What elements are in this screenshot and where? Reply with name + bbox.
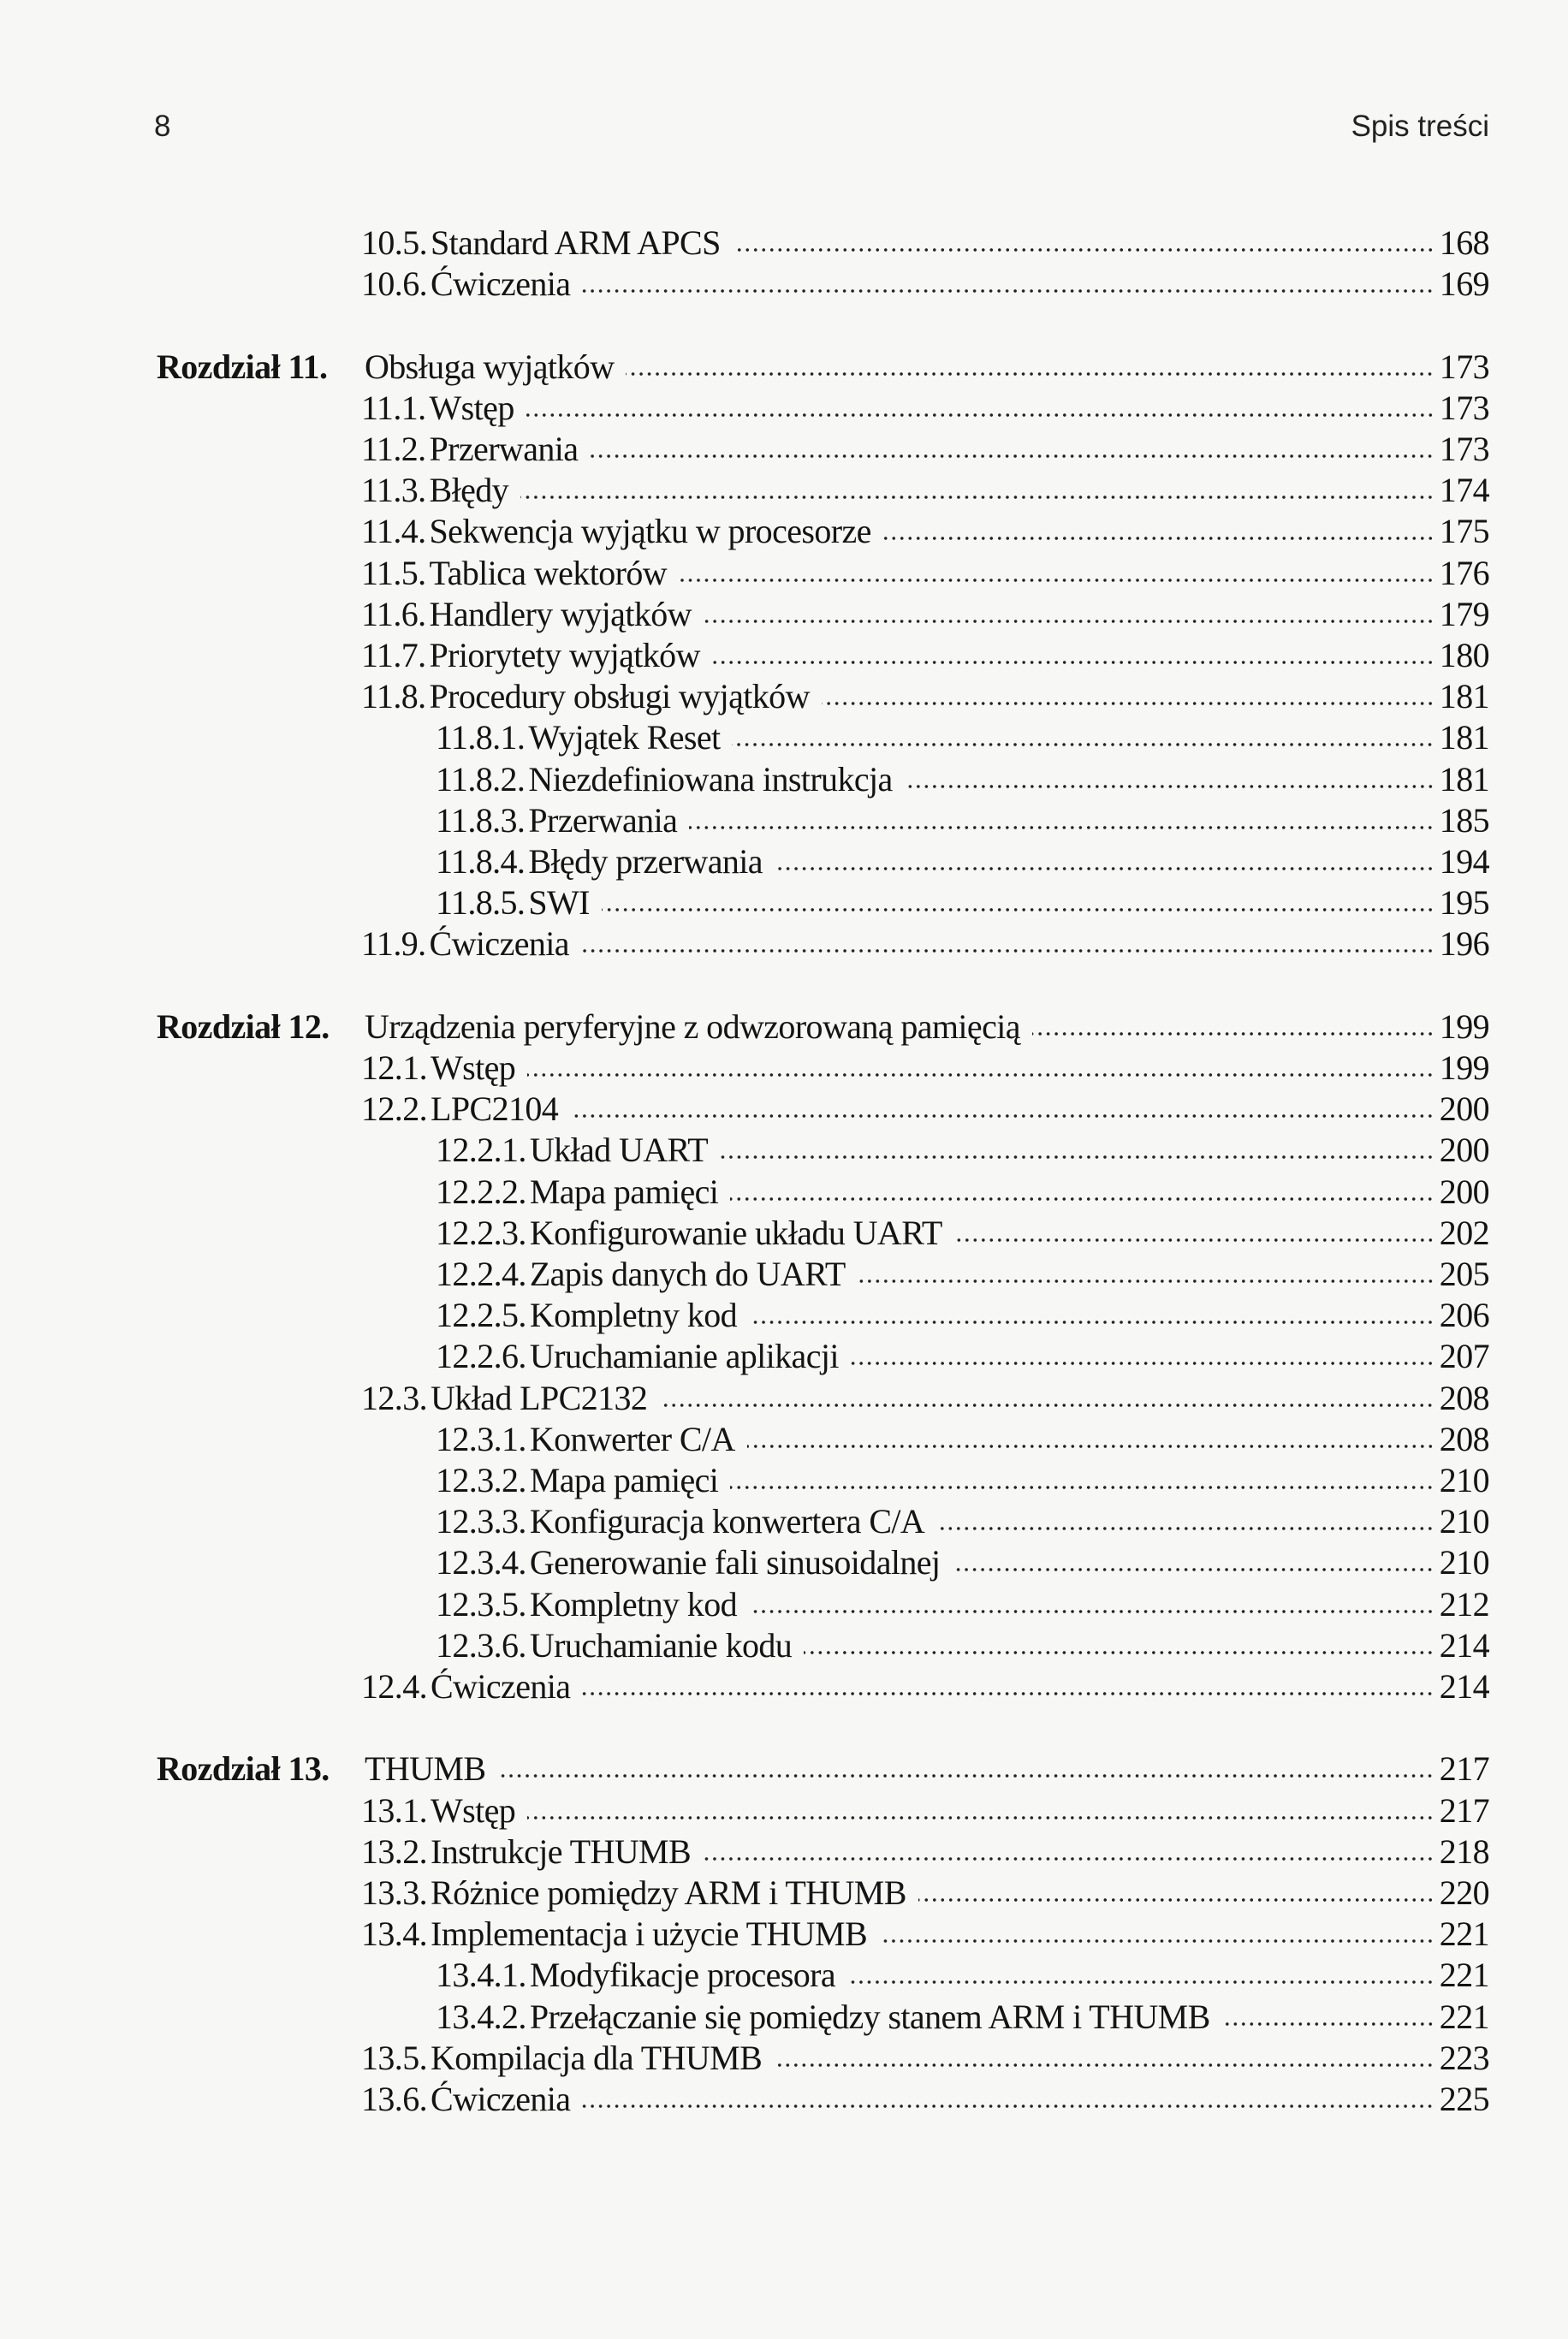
dot-leader	[918, 1896, 1434, 1904]
page-ref: 212	[1439, 1584, 1489, 1624]
page-ref: 200	[1439, 1172, 1489, 1211]
subsection-entry	[0, 1997, 1568, 2038]
entry-body	[361, 1666, 1489, 1707]
page-ref: 199	[1439, 1006, 1489, 1046]
page-ref: 173	[1439, 388, 1489, 427]
chapter-label: Rozdział 11.	[157, 347, 328, 386]
entry-title: Obsługa wyjątków	[365, 347, 615, 386]
entry-body	[436, 1172, 1489, 1213]
section-number: 11.5.	[361, 553, 426, 592]
section-entry	[0, 470, 1568, 511]
dot-leader	[570, 1112, 1434, 1120]
dot-leader	[822, 699, 1434, 708]
entry-title: Instrukcje THUMB	[431, 1831, 692, 1871]
subsection-entry	[0, 1254, 1568, 1295]
chapter-entry	[0, 1006, 1568, 1048]
page-ref: 221	[1439, 1915, 1489, 1954]
entry-body	[436, 1997, 1489, 2038]
dot-leader	[749, 1607, 1434, 1616]
section-number: 13.2.	[361, 1831, 428, 1871]
entry-body	[436, 1955, 1489, 1996]
dot-leader	[804, 1648, 1434, 1657]
subsection-entry	[0, 800, 1568, 841]
entry-body	[436, 1336, 1489, 1377]
entry-title: Ćwiczenia	[431, 264, 571, 304]
entry-body	[361, 470, 1489, 511]
dot-leader	[582, 2102, 1434, 2110]
section-number: 12.3.2.	[436, 1461, 526, 1499]
entry-body	[436, 759, 1489, 800]
page-ref: 181	[1439, 718, 1489, 757]
page-ref: 220	[1439, 1873, 1489, 1912]
section-number: 12.2.6.	[436, 1337, 526, 1376]
page-ref: 225	[1439, 2080, 1489, 2118]
subsection-entry	[0, 1172, 1568, 1213]
section-number: 12.3.1.	[436, 1419, 526, 1458]
dot-leader	[590, 452, 1434, 460]
page-ref: 176	[1439, 553, 1489, 592]
entry-body	[361, 264, 1489, 305]
page-ref: 168	[1439, 223, 1489, 262]
entry-title: Wyjątek Reset	[528, 718, 721, 757]
section-number: 11.8.	[361, 677, 426, 716]
entry-body	[436, 1584, 1489, 1625]
page-ref: 174	[1439, 471, 1489, 510]
entry-body	[361, 635, 1489, 676]
page-ref: 214	[1439, 1667, 1489, 1706]
entry-title: Kompletny kod	[529, 1584, 737, 1624]
entry-title: Błędy przerwania	[528, 842, 763, 881]
entry-title: Sekwencja wyjątku w procesorze	[429, 512, 871, 551]
dot-leader	[659, 1401, 1434, 1410]
entry-title: Kompletny kod	[529, 1296, 737, 1335]
section-number: 13.4.	[361, 1915, 428, 1954]
dot-leader	[1222, 2020, 1434, 2028]
entry-body	[361, 347, 1489, 388]
entry-body	[361, 388, 1489, 429]
page-ref: 169	[1439, 264, 1489, 304]
dot-leader	[733, 246, 1434, 254]
section-number: 11.2.	[361, 430, 426, 468]
entry-title: Wstęp	[431, 1790, 516, 1830]
section-entry	[0, 923, 1568, 965]
entry-body	[436, 1295, 1489, 1336]
page-ref: 175	[1439, 512, 1489, 551]
entry-body	[436, 1213, 1489, 1254]
section-number: 12.2.4.	[436, 1255, 526, 1293]
entry-title: Implementacja i użycie THUMB	[431, 1915, 868, 1954]
section-number: 11.9.	[361, 924, 426, 964]
section-number: 13.1.	[361, 1790, 428, 1830]
entry-title: Przełączanie się pomiędzy stanem ARM i THUMB	[529, 1997, 1210, 2036]
section-entry	[0, 1666, 1568, 1707]
entry-body	[436, 1130, 1489, 1171]
page-ref: 217	[1439, 1790, 1489, 1830]
dot-leader	[847, 1978, 1434, 1986]
section-number: 12.3.	[361, 1378, 428, 1417]
page-ref: 195	[1439, 883, 1489, 923]
entry-body	[361, 594, 1489, 635]
dot-leader	[747, 1442, 1434, 1451]
section-entry	[0, 1048, 1568, 1089]
section-entry	[0, 429, 1568, 470]
page-ref: 173	[1439, 347, 1489, 386]
dot-leader	[602, 905, 1434, 914]
dot-leader	[879, 1937, 1434, 1945]
page-ref: 200	[1439, 1089, 1489, 1129]
section-entry	[0, 1873, 1568, 1914]
dot-leader	[936, 1524, 1434, 1533]
entry-title: Konfiguracja konwertera C/A	[529, 1502, 925, 1541]
section-entry	[0, 2079, 1568, 2120]
dot-leader	[626, 370, 1434, 378]
page-ref: 223	[1439, 2038, 1489, 2077]
section-entry	[0, 1831, 1568, 1873]
entry-title: Konwerter C/A	[529, 1419, 735, 1458]
section-entry	[0, 2038, 1568, 2079]
section-entry	[0, 1914, 1568, 1955]
entry-title: Standard ARM APCS	[431, 223, 721, 262]
subsection-entry	[0, 1584, 1568, 1625]
page-ref: 179	[1439, 594, 1489, 633]
dot-leader	[905, 782, 1434, 791]
entry-title: Priorytety wyjątków	[429, 636, 700, 674]
entry-body	[361, 1831, 1489, 1873]
section-number: 11.6.	[361, 594, 426, 633]
subsection-entry	[0, 1501, 1568, 1542]
entry-body	[361, 676, 1489, 717]
section-entry	[0, 594, 1568, 635]
dot-leader	[1032, 1030, 1434, 1038]
dot-leader	[497, 1772, 1434, 1780]
entry-title: Wstęp	[429, 388, 514, 427]
subsection-entry	[0, 1130, 1568, 1171]
section-entry	[0, 1089, 1568, 1130]
section-number: 11.8.2.	[436, 759, 526, 798]
dot-leader	[954, 1236, 1434, 1244]
page-ref: 185	[1439, 800, 1489, 840]
page-ref: 221	[1439, 1997, 1489, 2036]
dot-leader	[703, 1855, 1434, 1863]
section-number: 11.8.1.	[436, 718, 526, 757]
section-number: 11.8.4.	[436, 842, 526, 881]
page-ref: 208	[1439, 1419, 1489, 1458]
dot-leader	[952, 1565, 1434, 1574]
section-number: 11.4.	[361, 512, 426, 551]
chapter-label: Rozdział 12.	[157, 1006, 330, 1046]
dot-leader	[732, 740, 1434, 749]
entry-body	[361, 1748, 1489, 1790]
dot-leader	[520, 493, 1434, 502]
dot-leader	[774, 2061, 1434, 2069]
entry-title: Przerwania	[528, 800, 678, 840]
section-number: 12.1.	[361, 1048, 428, 1087]
entry-body	[436, 1419, 1489, 1460]
entry-title: Procedury obsługi wyjątków	[429, 677, 810, 716]
entry-body	[361, 923, 1489, 965]
section-number: 11.7.	[361, 636, 426, 674]
entry-body	[361, 2038, 1489, 2079]
section-number: 13.6.	[361, 2080, 428, 2118]
page-ref: 221	[1439, 1956, 1489, 1995]
subsection-entry	[0, 1460, 1568, 1501]
subsection-entry	[0, 759, 1568, 800]
entry-body	[436, 1460, 1489, 1501]
page-ref: 205	[1439, 1255, 1489, 1293]
entry-body	[436, 1625, 1489, 1666]
page-ref: 208	[1439, 1378, 1489, 1417]
section-number: 13.5.	[361, 2038, 428, 2077]
entry-title: Różnice pomiędzy ARM i THUMB	[431, 1873, 906, 1912]
entry-body	[361, 1089, 1489, 1130]
page-ref: 194	[1439, 842, 1489, 881]
entry-title: THUMB	[365, 1749, 486, 1789]
entry-body	[361, 1006, 1489, 1048]
entry-title: Konfigurowanie układu UART	[529, 1213, 942, 1252]
page-ref: 202	[1439, 1213, 1489, 1252]
page-ref: 218	[1439, 1831, 1489, 1871]
entry-body	[361, 511, 1489, 552]
page-ref: 181	[1439, 759, 1489, 798]
section-number: 12.2.5.	[436, 1296, 526, 1335]
section-number: 12.3.3.	[436, 1502, 526, 1541]
entry-title: Przerwania	[429, 430, 579, 468]
entry-body	[361, 2079, 1489, 2120]
subsection-entry	[0, 1336, 1568, 1377]
dot-leader	[582, 287, 1434, 295]
entry-body	[361, 1048, 1489, 1089]
page-ref: 180	[1439, 636, 1489, 674]
section-entry	[0, 264, 1568, 305]
section-number: 13.4.2.	[436, 1997, 526, 2036]
page-ref: 200	[1439, 1131, 1489, 1170]
entry-body	[436, 882, 1489, 923]
entry-body	[361, 429, 1489, 470]
dot-leader	[527, 1071, 1434, 1079]
section-number: 12.2.1.	[436, 1131, 526, 1170]
entry-title: Niezdefiniowana instrukcja	[528, 759, 893, 798]
subsection-entry	[0, 1625, 1568, 1666]
dot-leader	[526, 411, 1434, 419]
entry-title: Ćwiczenia	[431, 1667, 571, 1706]
section-entry	[0, 635, 1568, 676]
section-number: 10.6.	[361, 264, 428, 304]
entry-title: Handlery wyjątków	[429, 594, 692, 633]
entry-body	[361, 1914, 1489, 1955]
entry-body	[436, 1254, 1489, 1295]
entry-body	[361, 1378, 1489, 1419]
entry-body	[436, 1501, 1489, 1542]
page-ref: 210	[1439, 1543, 1489, 1582]
section-number: 12.4.	[361, 1667, 428, 1706]
section-number: 13.3.	[361, 1873, 428, 1912]
page-ref: 207	[1439, 1337, 1489, 1376]
entry-title: Mapa pamięci	[529, 1172, 719, 1211]
section-entry	[0, 1378, 1568, 1419]
page-ref: 217	[1439, 1749, 1489, 1789]
section-number: 12.3.5.	[436, 1584, 526, 1624]
dot-leader	[527, 1814, 1434, 1822]
entry-body	[436, 1542, 1489, 1583]
dot-leader	[883, 534, 1434, 543]
section-entry	[0, 388, 1568, 429]
subsection-entry	[0, 717, 1568, 758]
entry-title: SWI	[528, 883, 590, 923]
page-ref: 181	[1439, 677, 1489, 716]
dot-leader	[582, 1689, 1434, 1698]
subsection-entry	[0, 1419, 1568, 1460]
dot-leader	[581, 947, 1434, 955]
entry-title: Ćwiczenia	[429, 924, 569, 964]
page-ref: 210	[1439, 1461, 1489, 1499]
entry-title: Kompilacja dla THUMB	[431, 2038, 763, 2077]
entry-body	[436, 841, 1489, 882]
dot-leader	[851, 1359, 1434, 1368]
running-title: Spis treści	[1351, 110, 1489, 143]
dot-leader	[858, 1277, 1434, 1285]
entry-title: Mapa pamięci	[529, 1461, 719, 1499]
section-number: 12.2.3.	[436, 1213, 526, 1252]
section-entry	[0, 553, 1568, 594]
entry-title: Modyfikacje procesora	[529, 1956, 836, 1995]
section-number: 12.3.6.	[436, 1625, 526, 1665]
section-entry	[0, 1790, 1568, 1831]
section-number: 11.8.5.	[436, 883, 526, 923]
section-number: 11.8.3.	[436, 800, 526, 840]
section-number: 12.3.4.	[436, 1543, 526, 1582]
subsection-entry	[0, 882, 1568, 923]
page-ref: 214	[1439, 1625, 1489, 1665]
entry-body	[361, 1873, 1489, 1914]
entry-title: Urządzenia peryferyjne z odwzorowaną pamięcią	[365, 1006, 1020, 1046]
entry-body	[361, 553, 1489, 594]
dot-leader	[730, 1483, 1434, 1492]
subsection-entry	[0, 1295, 1568, 1336]
page-ref: 210	[1439, 1502, 1489, 1541]
section-number: 12.2.	[361, 1089, 428, 1129]
entry-body	[436, 717, 1489, 758]
subsection-entry	[0, 841, 1568, 882]
entry-body	[436, 800, 1489, 841]
dot-leader	[720, 1153, 1434, 1161]
entry-title: Uruchamianie kodu	[529, 1625, 793, 1665]
dot-leader	[679, 576, 1434, 585]
entry-title: Tablica wektorów	[429, 553, 668, 592]
dot-leader	[730, 1195, 1434, 1203]
page-ref: 206	[1439, 1296, 1489, 1335]
section-entry	[0, 676, 1568, 717]
dot-leader	[689, 823, 1434, 832]
page-ref: 199	[1439, 1048, 1489, 1087]
subsection-entry	[0, 1542, 1568, 1583]
dot-leader	[704, 617, 1434, 626]
chapter-label: Rozdział 13.	[157, 1749, 330, 1789]
section-number: 13.4.1.	[436, 1956, 526, 1995]
entry-title: Generowanie fali sinusoidalnej	[529, 1543, 941, 1582]
section-number: 11.3.	[361, 471, 426, 510]
page-ref: 173	[1439, 430, 1489, 468]
entry-title: Układ LPC2132	[431, 1378, 648, 1417]
subsection-entry	[0, 1955, 1568, 1996]
section-number: 11.1.	[361, 388, 426, 427]
entry-title: Ćwiczenia	[431, 2080, 571, 2118]
section-entry	[0, 511, 1568, 552]
section-number: 12.2.2.	[436, 1172, 526, 1211]
subsection-entry	[0, 1213, 1568, 1254]
entry-title: Układ UART	[529, 1131, 709, 1170]
section-entry	[0, 223, 1568, 264]
chapter-entry	[0, 1748, 1568, 1790]
section-number: 10.5.	[361, 223, 428, 262]
entry-title: Wstęp	[431, 1048, 516, 1087]
dot-leader	[775, 864, 1434, 873]
entry-title: LPC2104	[431, 1089, 559, 1129]
entry-title: Uruchamianie aplikacji	[529, 1337, 839, 1376]
dot-leader	[712, 658, 1434, 667]
entry-body	[361, 1790, 1489, 1831]
chapter-entry	[0, 347, 1568, 388]
entry-title: Błędy	[429, 471, 509, 510]
page-ref: 196	[1439, 924, 1489, 964]
entry-body	[361, 223, 1489, 264]
entry-title: Zapis danych do UART	[529, 1255, 846, 1293]
page-number: 8	[154, 110, 171, 143]
dot-leader	[749, 1318, 1434, 1327]
